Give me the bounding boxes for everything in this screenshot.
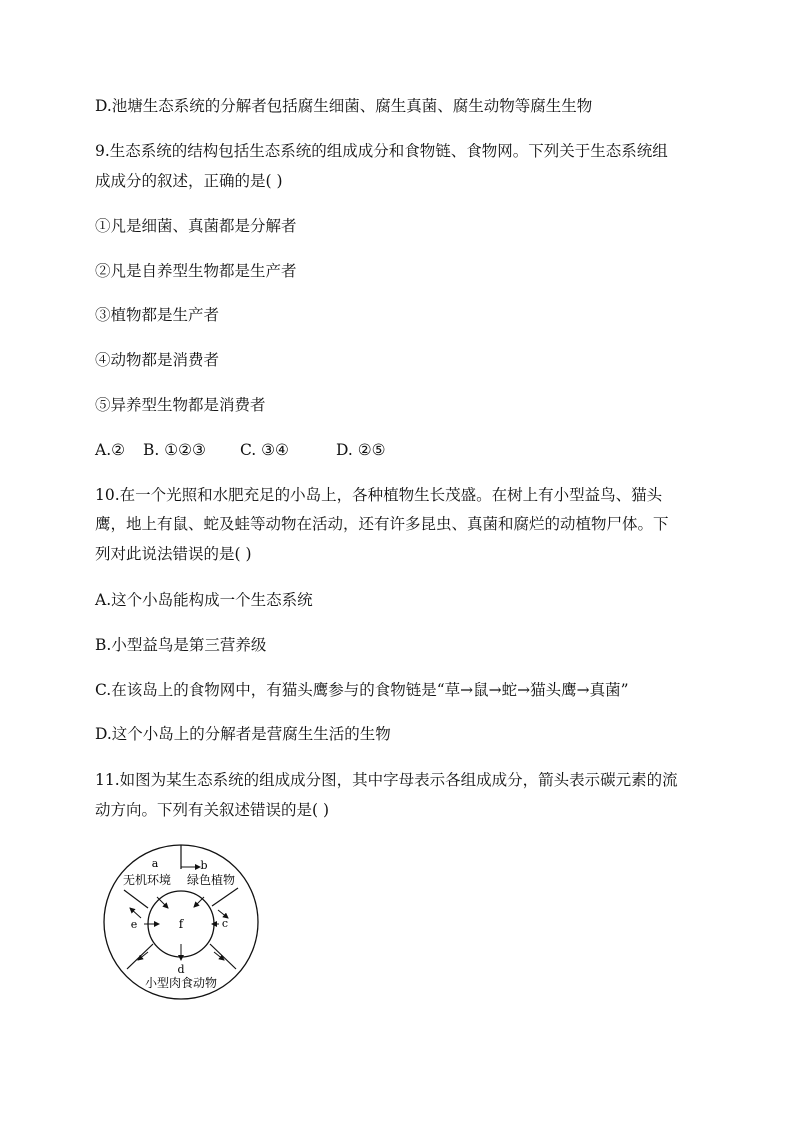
q9-stem-line2: 成成分的叙述，正确的是( ) xyxy=(95,172,283,190)
q9-statement-4: ④动物都是消费者 xyxy=(95,351,220,369)
q10-option-d: D.这个小岛上的分解者是营腐生生活的生物 xyxy=(95,725,391,743)
q9-options xyxy=(95,440,386,460)
q9-stem-line1: 9.生态系统的结构包括生态系统的组成成分和食物链、食物网。下列关于生态系统组 xyxy=(95,142,668,160)
label-b: b xyxy=(200,859,208,872)
q10-stem-line1: 10.在一个光照和水肥充足的小岛上，各种植物生长茂盛。在树上有小型益鸟、猫头 xyxy=(95,486,663,504)
label-abiotic-environment: 无机环境 xyxy=(122,873,172,887)
q10-option-a: A.这个小岛能构成一个生态系统 xyxy=(95,591,313,609)
q9-option-c: C. ③④ xyxy=(240,441,289,459)
divider-bottom-right xyxy=(210,944,236,969)
q9-option-d: D. ②⑤ xyxy=(336,441,386,459)
label-green-plants: 绿色植物 xyxy=(186,873,236,887)
q9-option-b: B. ①②③ xyxy=(143,441,206,459)
divider-left xyxy=(124,890,148,908)
q9-statement-1: ①凡是细菌、真菌都是分解者 xyxy=(95,217,297,235)
label-d: d xyxy=(177,963,185,976)
q10-option-c: C.在该岛上的食物网中，有猫头鹰参与的食物链是“草→鼠→蛇→猫头鹰→真菌” xyxy=(95,681,629,699)
q11-stem-line1: 11.如图为某生态系统的组成成分图，其中字母表示各组成成分，箭头表示碳元素的流 xyxy=(95,771,678,789)
q10-option-b: B.小型益鸟是第三营养级 xyxy=(95,636,267,654)
label-e: e xyxy=(130,918,138,931)
label-small-carnivore: 小型肉食动物 xyxy=(144,976,218,990)
ecosystem-diagram xyxy=(100,840,265,1002)
q9-option-a: A.② xyxy=(95,441,126,459)
q11-stem-line2: 动方向。下列有关叙述错误的是( ) xyxy=(95,801,330,819)
divider-bottom-left xyxy=(127,944,153,969)
q10-stem-line2: 鹰，地上有鼠、蛇及蛙等动物在活动，还有许多昆虫、真菌和腐烂的动植物尸体。下 xyxy=(95,515,669,533)
q9-statement-5: ⑤异养型生物都是消费者 xyxy=(95,396,266,414)
label-a: a xyxy=(151,857,159,870)
divider-right xyxy=(212,888,238,906)
q9-statement-2: ②凡是自养型生物都是生产者 xyxy=(95,262,297,280)
q10-stem-line3: 列对此说法错误的是( ) xyxy=(95,545,252,563)
ecosystem-diagram-svg xyxy=(100,840,265,1002)
arrow-to-abiotic xyxy=(130,908,141,918)
arrow-plants-to-f xyxy=(194,897,204,907)
q9-statement-3: ③植物都是生产者 xyxy=(95,306,220,324)
arrow-abiotic-to-f xyxy=(157,897,168,908)
label-c: c xyxy=(221,917,229,930)
q8-option-d: D.池塘生态系统的分解者包括腐生细菌、腐生真菌、腐生动物等腐生生物 xyxy=(95,97,593,115)
label-f: f xyxy=(178,917,184,931)
